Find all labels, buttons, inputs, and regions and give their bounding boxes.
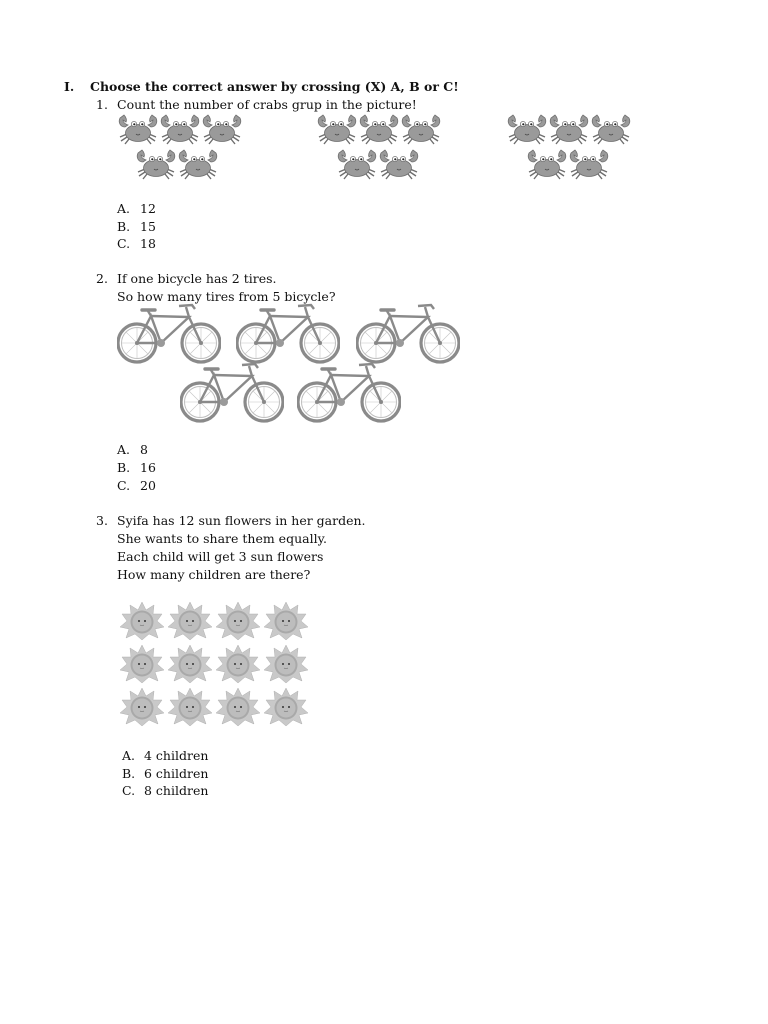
q3-option-c[interactable]	[122, 782, 208, 800]
sunflower-icon	[216, 602, 260, 640]
question-3-line-1: Syifa has 12 sun flowers in her garden.	[117, 513, 366, 528]
sunflower-icon	[264, 645, 308, 683]
sunflower-icon	[120, 602, 164, 640]
option-letter: B.	[117, 460, 131, 475]
option-letter: C.	[122, 783, 136, 798]
sunflower-icon	[216, 645, 260, 683]
sunflower-icon	[264, 688, 308, 726]
option-text: 12	[140, 201, 156, 216]
sunflower-icon	[168, 645, 212, 683]
option-letter: C.	[117, 236, 131, 251]
sunflower-icon	[120, 688, 164, 726]
question-2-line-1: If one bicycle has 2 tires.	[117, 271, 277, 286]
option-text: 6 children	[144, 765, 209, 781]
option-letter: C.	[117, 478, 131, 493]
option-letter: B.	[122, 765, 136, 781]
q3-option-a[interactable]	[122, 747, 208, 765]
question-1-number: 1.	[96, 97, 108, 112]
question-3-line-2: She wants to share them equally.	[117, 531, 327, 546]
q3-option-b[interactable]	[122, 765, 208, 783]
option-text: 8 children	[144, 783, 209, 798]
section-instruction: Choose the correct answer by crossing (X) A, B or C!	[90, 79, 459, 94]
option-text: 4 children	[144, 748, 209, 763]
sunflower-icon	[120, 645, 164, 683]
option-text: 15	[140, 218, 156, 234]
option-text: 16	[140, 460, 156, 475]
option-text: 8	[140, 442, 148, 457]
sunflower-icon	[168, 602, 212, 640]
option-text: 20	[140, 478, 156, 493]
section-numeral: I.	[64, 79, 75, 94]
option-letter: A.	[117, 201, 131, 216]
option-letter: B.	[117, 218, 131, 234]
question-2-line-2: So how many tires from 5 bicycle?	[117, 289, 336, 304]
question-1-text: Count the number of crabs grup in the picture!	[117, 97, 417, 112]
option-letter: A.	[122, 748, 136, 763]
sunflower-icon	[168, 688, 212, 726]
question-3-line-4: How many children are there?	[117, 567, 311, 582]
option-text: 18	[140, 236, 156, 251]
question-3-number: 3.	[96, 513, 108, 528]
question-2-number: 2.	[96, 271, 108, 286]
sunflower-icon	[264, 602, 308, 640]
option-letter: A.	[117, 442, 131, 457]
question-3-line-3: Each child will get 3 sun flowers	[117, 549, 324, 564]
sunflower-icon	[216, 688, 260, 726]
